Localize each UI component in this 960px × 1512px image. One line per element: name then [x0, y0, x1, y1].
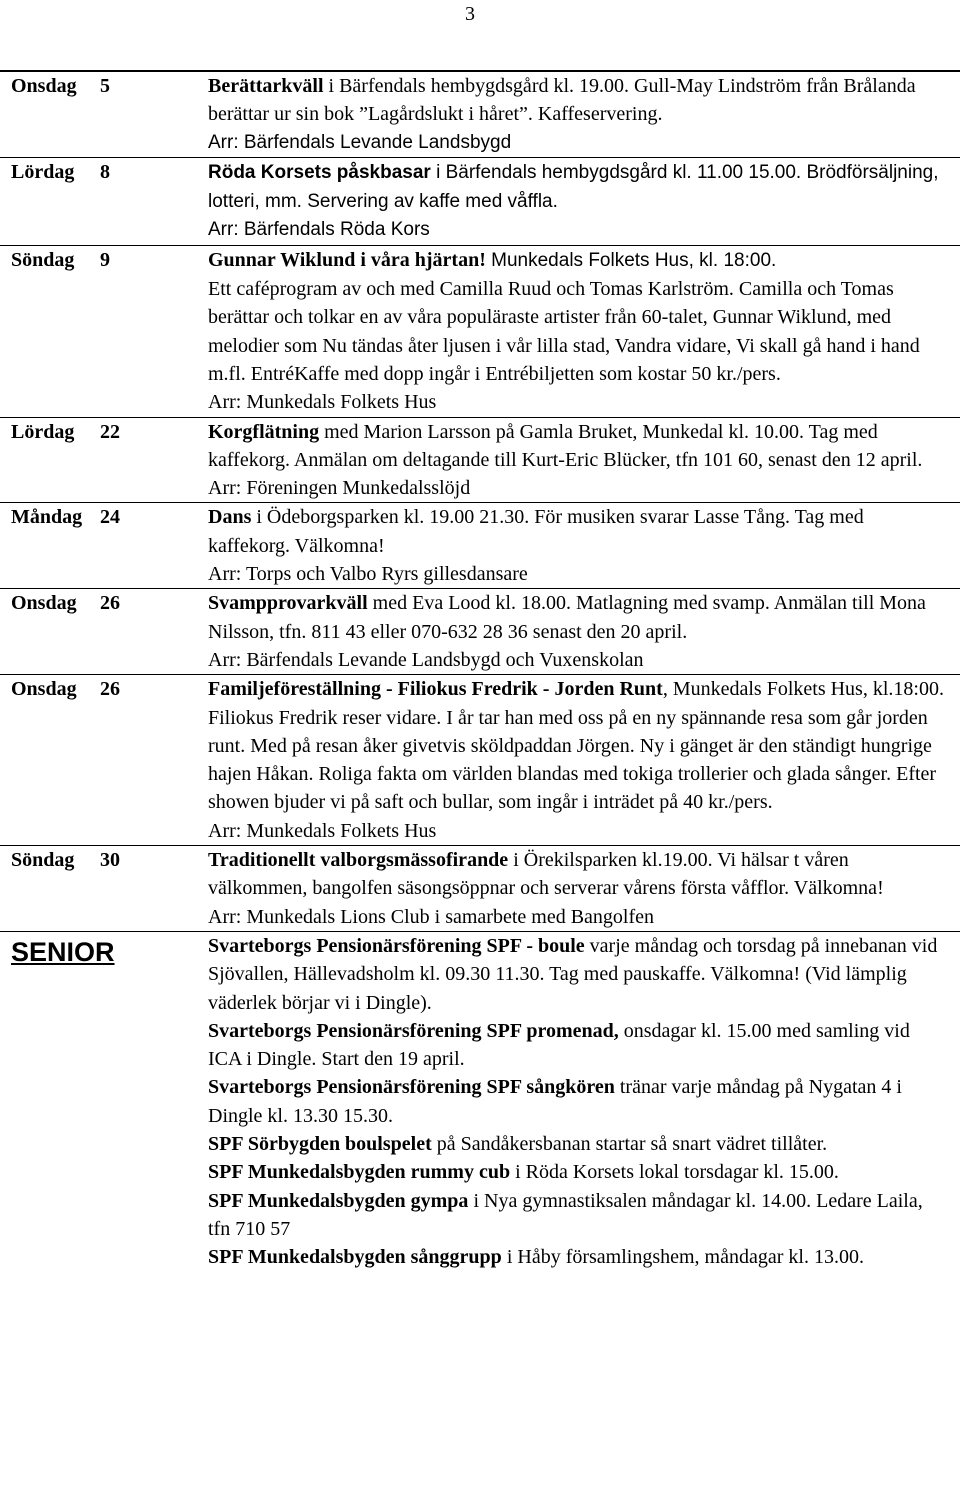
senior-item: [208, 1158, 948, 1186]
event-description: [208, 589, 948, 674]
event-date: 26: [100, 592, 120, 615]
senior-item: [208, 1187, 948, 1244]
event-title: Berättarkväll: [208, 75, 324, 97]
event-row: [0, 417, 960, 503]
event-date: 26: [100, 678, 120, 701]
event-date: 30: [100, 849, 120, 872]
event-date: 22: [100, 420, 120, 443]
senior-item: [208, 1017, 948, 1074]
event-text: i Örekilsparken kl.19.00. Vi hälsar t våren välkommen, bangolfen säsongsöppnar och serverar vårens första våfflor. Välkomna!: [208, 849, 884, 900]
event-text: i Bärfendals hembygdsgård kl. 19.00. Gull-May Lindström från Brålanda berättar ur sin bok ”Lagårdslukt i håret”. Kaffeservering.: [208, 75, 916, 126]
event-row: [0, 845, 960, 931]
event-text: , Munkedals Folkets Hus, kl.18:00. Filiokus Fredrik reser vidare. I år tar han med oss på en ny spännande resa som går jorden runt. Med på resan åker givetvis sköldpaddan Jörgen. Ny i gänget är den ständigt hungrige hajen Håkan. Roliga fakta om världen blandas med tokiga trollerier och glada sånger. Efter showen bjuder vi på saft och bullar, som ingår i inträdet på 40 kr./pers.: [208, 678, 944, 814]
event-text: i Bärfendals hembygdsgård kl. 11.00 15.00. Brödförsäljning, lotteri, mm. Servering av kaffe med våffla.: [208, 161, 939, 213]
event-title: Svampprovarkväll: [208, 592, 368, 615]
senior-item: [208, 932, 948, 1017]
senior-item-text: tränar varje måndag på Nygatan 4 i Dingle kl. 13.30 15.30.: [208, 1076, 902, 1127]
senior-item-title: SPF Munkedalsbygden sånggrupp: [208, 1246, 502, 1269]
event-day: Onsdag: [11, 678, 77, 701]
event-text: Ett caféprogram av och med Camilla Ruud och Tomas Karlström. Camilla och Tomas berättar och tolkar en av våra populäraste artister från 60-talet, Gunnar Wiklund, med melodier som Nu tändas åter ljusen i vår lilla stad, Vandra vidare, Vi skall gå hand i hand m.fl. EntréKaffe med dopp ingår i Entrébiljetten som kostar 50 kr./pers.: [208, 278, 920, 385]
event-day: Söndag: [11, 248, 75, 271]
event-row: [0, 70, 960, 157]
event-title: Dans: [208, 506, 252, 529]
event-title: Röda Korsets påskbasar: [208, 161, 431, 183]
senior-item-text: på Sandåkersbanan startar så snart vädret tillåter.: [431, 1132, 828, 1155]
event-description: [208, 846, 948, 931]
event-table: [0, 70, 960, 1271]
event-day: Lördag: [11, 420, 75, 443]
senior-item-title: SPF Munkedalsbygden rummy cub: [208, 1161, 511, 1184]
event-day: Söndag: [11, 849, 75, 872]
senior-item-text: onsdagar kl. 15.00 med samling vid ICA i Dingle. Start den 19 april.: [208, 1019, 910, 1071]
event-description: [208, 503, 948, 588]
senior-item-text: i Röda Korsets lokal torsdagar kl. 15.00.: [510, 1161, 839, 1184]
senior-item-title: Svarteborgs Pensionärsförening SPF promenad,: [208, 1019, 619, 1042]
senior-item-title: Svarteborgs Pensionärsförening SPF - boule: [208, 934, 585, 957]
event-row: [0, 245, 960, 417]
event-day: Måndag: [11, 506, 83, 529]
event-row: [0, 157, 960, 245]
senior-item: [208, 1243, 948, 1271]
event-text: med Eva Lood kl. 18.00. Matlagning med svamp. Anmälan till Mona Nilsson, tfn. 811 43 eller 070-632 28 36 senast den 20 april.: [208, 592, 926, 643]
event-row: [0, 502, 960, 588]
event-row: [0, 588, 960, 674]
event-row: [0, 674, 960, 845]
event-date: 24: [100, 506, 120, 529]
event-title: Gunnar Wiklund i våra hjärtan!: [208, 248, 486, 271]
event-organizer: Arr: Torps och Valbo Ryrs gillesdansare: [208, 563, 528, 586]
event-day: Onsdag: [11, 75, 77, 97]
senior-item-title: SPF Munkedalsbygden gympa: [208, 1189, 469, 1212]
senior-item-text: varje måndag och torsdag på innebanan vid Sjövallen, Hällevadsholm kl. 09.30 11.30. Tag med pauskaffe. Välkomna! (Vid lämplig väderlek börjar vi i Dingle).: [208, 934, 938, 1014]
event-date: 8: [100, 160, 110, 183]
event-organizer: Arr: Bärfendals Levande Landsbygd: [208, 131, 512, 153]
event-text: med Marion Larsson på Gamla Bruket, Munkedal kl. 10.00. Tag med kaffekorg. Anmälan om deltagande till Kurt-Eric Blücker, tfn 101 60, senast den 12 april.: [208, 420, 923, 471]
page-number: 3: [465, 3, 475, 25]
event-description: [208, 675, 948, 845]
senior-item: [208, 1073, 948, 1130]
event-title: Familjeföreställning - Filiokus Fredrik - Jorden Runt: [208, 678, 663, 701]
event-organizer: Arr: Munkedals Folkets Hus: [208, 819, 437, 842]
event-description: [208, 246, 948, 417]
senior-item-title: SPF Sörbygden boulspelet: [208, 1132, 432, 1155]
event-organizer: Arr: Munkedals Folkets Hus: [208, 391, 437, 414]
senior-row: [0, 931, 960, 1272]
event-organizer: Arr: Munkedals Lions Club i samarbete med Bangolfen: [208, 905, 655, 928]
senior-item-text: i Nya gymnastiksalen måndagar kl. 14.00. Ledare Laila, tfn 710 57: [208, 1189, 923, 1240]
senior-item-text: i Håby församlingshem, måndagar kl. 13.00.: [501, 1246, 864, 1269]
senior-item: [208, 1130, 948, 1158]
event-text: i Ödeborgsparken kl. 19.00 21.30. För musiken svarar Lasse Tång. Tag med kaffekorg. Välkomna!: [208, 506, 864, 557]
event-organizer: Arr: Bärfendals Levande Landsbygd och Vuxenskolan: [208, 648, 644, 671]
event-text: Munkedals Folkets Hus, kl. 18:00.: [485, 249, 777, 271]
senior-list: [208, 932, 948, 1272]
event-organizer: Arr: Bärfendals Röda Kors: [208, 219, 430, 241]
senior-heading: SENIOR: [11, 936, 115, 967]
event-date: 9: [100, 248, 110, 271]
senior-item-title: Svarteborgs Pensionärsförening SPF sångkören: [208, 1076, 615, 1099]
event-title: Korgflätning: [208, 420, 320, 443]
event-description: [208, 72, 948, 157]
event-description: [208, 158, 948, 245]
event-day: Onsdag: [11, 592, 77, 615]
event-description: [208, 418, 948, 503]
event-organizer: Arr: Föreningen Munkedalsslöjd: [208, 477, 471, 500]
event-title: Traditionellt valborgsmässofirande: [208, 849, 509, 872]
event-date: 5: [100, 75, 110, 97]
event-day: Lördag: [11, 160, 75, 183]
